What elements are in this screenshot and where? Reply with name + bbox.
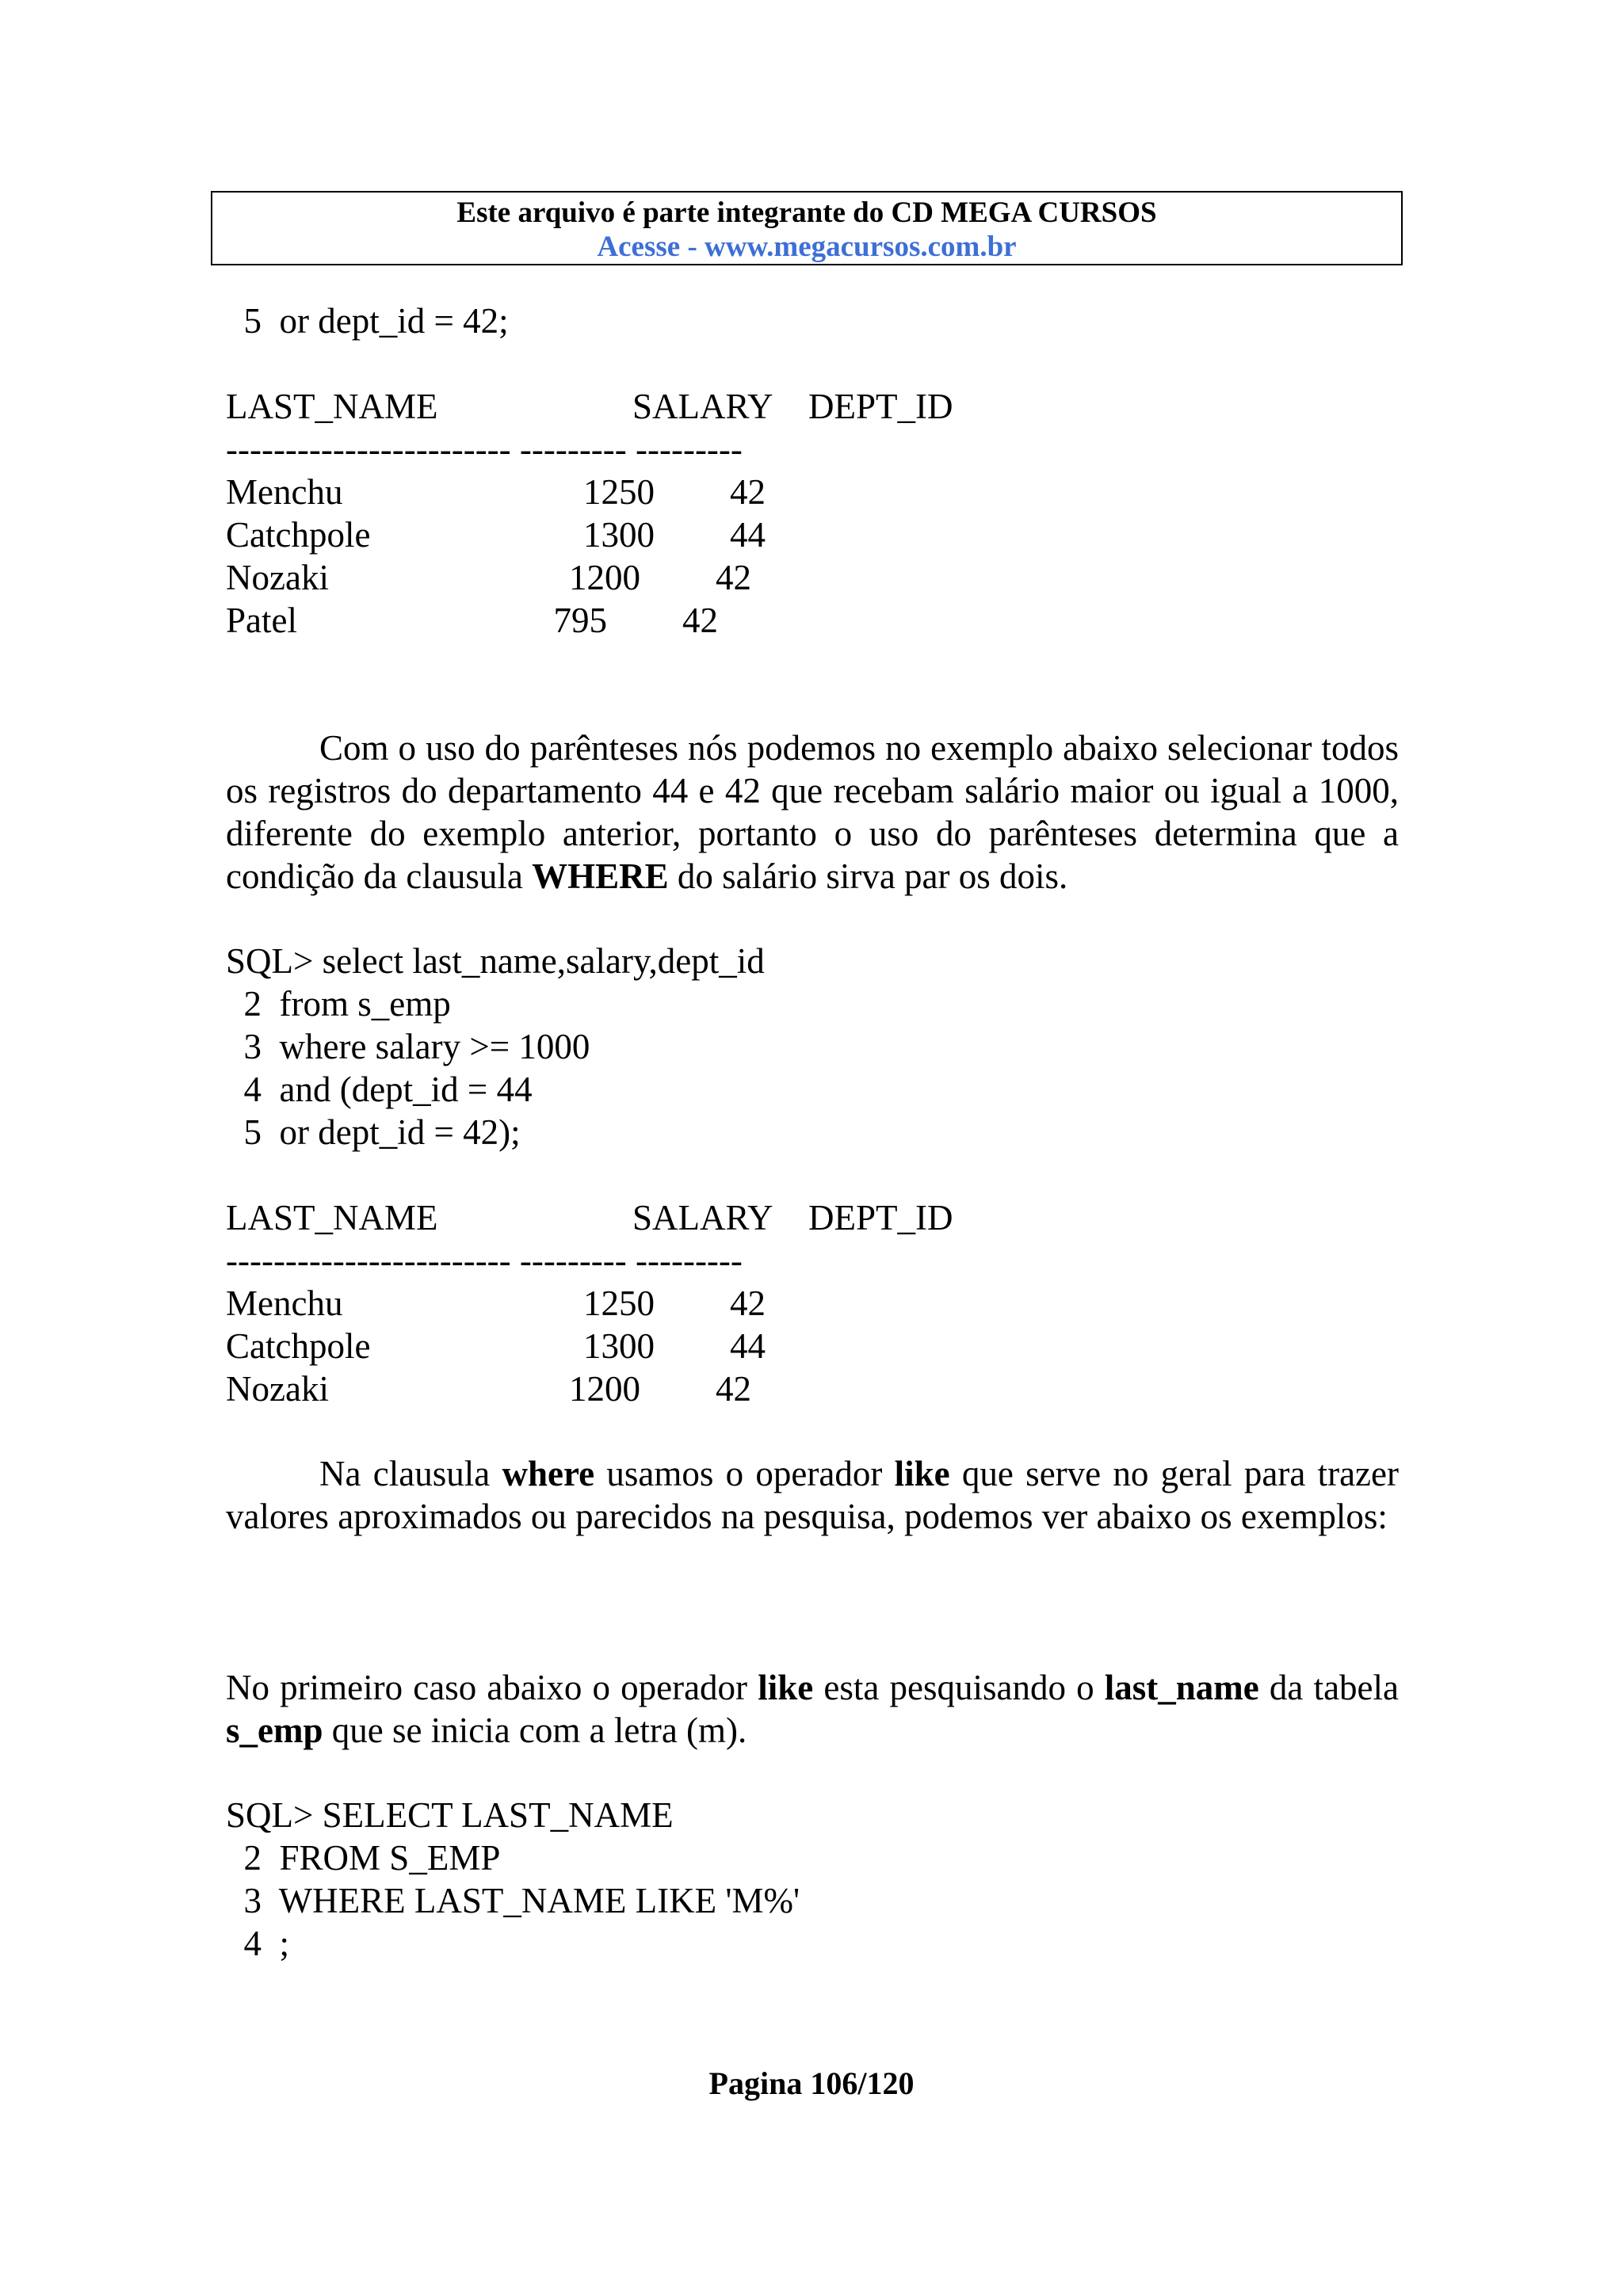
- table-cell-dept: 42: [730, 472, 766, 512]
- column-header-last-name: LAST_NAME: [226, 1198, 438, 1238]
- paragraph-text: No primeiro caso abaixo o operador: [226, 1668, 758, 1707]
- header-title: Este arquivo é parte integrante do CD MEGA CURSOS: [456, 196, 1157, 229]
- code-line: 2 from s_emp: [226, 984, 451, 1024]
- table-cell-name: Catchpole: [226, 515, 371, 555]
- table-cell-salary: 1200: [569, 558, 640, 597]
- column-header-salary: SALARY: [632, 387, 773, 426]
- table-cell-salary: 1200: [569, 1369, 640, 1409]
- table-cell-name: Nozaki: [226, 1369, 329, 1409]
- column-header-dept-id: DEPT_ID: [808, 1198, 953, 1238]
- paragraph: [226, 1666, 1399, 1752]
- paragraph-text: da tabela: [1258, 1668, 1399, 1707]
- table-cell-salary: 1250: [583, 1283, 655, 1323]
- column-header-salary: SALARY: [632, 1198, 773, 1238]
- code-line: 3 where salary >= 1000: [226, 1027, 590, 1066]
- table-cell-salary: 795: [553, 601, 607, 640]
- keyword-bold: WHERE: [532, 856, 669, 896]
- paragraph-text: Na clausula: [319, 1454, 502, 1493]
- code-line: 4 ;: [226, 1924, 290, 1963]
- table-cell-salary: 1300: [583, 1326, 655, 1366]
- table-cell-name: Menchu: [226, 472, 343, 512]
- table-cell-name: Nozaki: [226, 558, 329, 597]
- table-cell-dept: 44: [730, 515, 766, 555]
- document-header: [211, 191, 1403, 265]
- header-link[interactable]: Acesse - www.megacursos.com.br: [597, 231, 1017, 263]
- code-line: 5 or dept_id = 42);: [226, 1112, 521, 1152]
- column-header-last-name: LAST_NAME: [226, 387, 438, 426]
- keyword-bold: last_name: [1104, 1668, 1259, 1707]
- code-line: 2 FROM S_EMP: [226, 1838, 501, 1878]
- table-cell-salary: 1300: [583, 515, 655, 555]
- paragraph-text: esta pesquisando o: [813, 1668, 1105, 1707]
- paragraph-text: que serve no geral para trazer valores aproximados ou parecidos na pesquisa, podemos ver abaixo os exemplos:: [226, 1454, 1399, 1536]
- code-line: SQL> SELECT LAST_NAME: [226, 1795, 674, 1835]
- table-separator: ------------------------ --------- ---------: [226, 429, 743, 469]
- table-cell-dept: 42: [730, 1283, 766, 1323]
- paragraph-text: que se inicia com a letra (m).: [323, 1711, 747, 1750]
- paragraph: [226, 1452, 1399, 1538]
- table-cell-dept: 42: [716, 558, 751, 597]
- code-line: 3 WHERE LAST_NAME LIKE 'M%': [226, 1881, 800, 1920]
- paragraph-text: Com o uso do parênteses nós podemos no exemplo abaixo selecionar todos os registros do departamento 44 e 42 que recebam salário maior ou igual a 1000, diferente do exemplo anterior, portanto o uso do parênteses determina que a condição da clausula: [226, 728, 1399, 896]
- paragraph-text: usamos o operador: [594, 1454, 895, 1493]
- table-cell-dept: 42: [682, 601, 718, 640]
- table-cell-name: Patel: [226, 601, 297, 640]
- table-cell-dept: 42: [716, 1369, 751, 1409]
- column-header-dept-id: DEPT_ID: [808, 387, 953, 426]
- page-number: Pagina 106/120: [708, 2065, 915, 2101]
- keyword-bold: like: [894, 1454, 950, 1493]
- table-cell-name: Menchu: [226, 1283, 343, 1323]
- code-line: SQL> select last_name,salary,dept_id: [226, 941, 765, 981]
- table-cell-salary: 1250: [583, 472, 655, 512]
- table-cell-dept: 44: [730, 1326, 766, 1366]
- table-cell-name: Catchpole: [226, 1326, 371, 1366]
- keyword-bold: like: [758, 1668, 814, 1707]
- keyword-bold: s_emp: [226, 1711, 323, 1750]
- paragraph-text: do salário sirva par os dois.: [668, 856, 1068, 896]
- paragraph: [226, 727, 1399, 898]
- table-separator: ------------------------ --------- ---------: [226, 1241, 743, 1280]
- code-line: 4 and (dept_id = 44: [226, 1070, 533, 1109]
- code-line: 5 or dept_id = 42;: [226, 301, 509, 341]
- keyword-bold: where: [502, 1454, 595, 1493]
